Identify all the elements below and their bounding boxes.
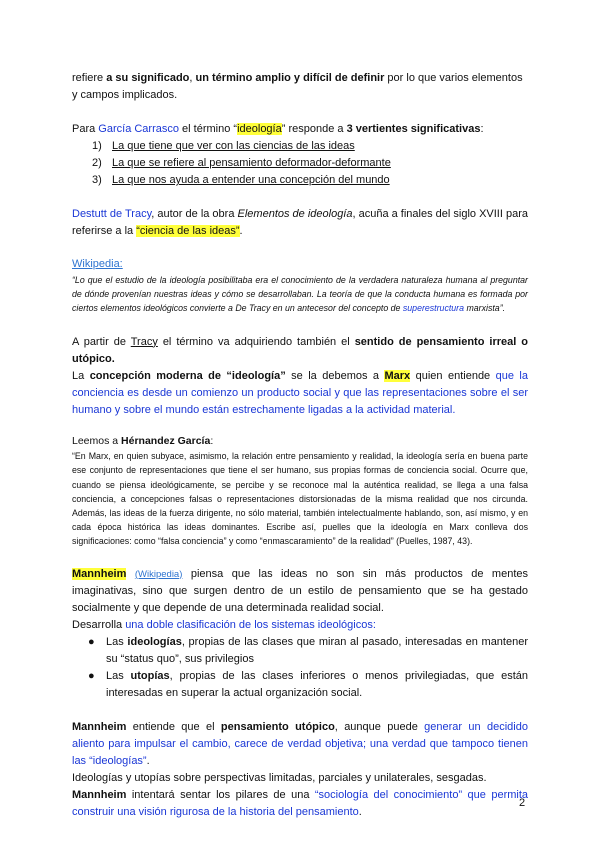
text: piensa que las ideas no son sin más productos de mentes imaginativas, sino que surgen dentro de un estilo de pensamiento que se ha gestado socialmente y que depende de una determinada realidad social. [72, 567, 529, 614]
list-item [88, 634, 528, 668]
text: Las [106, 669, 131, 682]
bullet-icon: ● [88, 669, 95, 682]
author-name: Destutt de Tracy [72, 208, 152, 220]
text: Ideologías y utopías sobre perspectivas limitadas, parciales y unilaterales, sesgadas. [72, 771, 487, 784]
blue-text: “sociología del conocimiento” que permita construir una visión rigurosa de la historia del pensamiento [72, 788, 529, 818]
paragraph-mannheim [72, 566, 528, 634]
text: . [239, 225, 243, 237]
text: , propias de las clases que miran al pasado, interesadas en mantener su “status quo”, sus privilegios [106, 635, 528, 665]
book-title: Elementos de ideología [237, 208, 353, 220]
list-item-text: La que nos ayuda a entender una concepción del mundo [112, 174, 390, 186]
text: , aunque puede [334, 720, 425, 733]
bold-text: Mannheim [72, 720, 127, 733]
quote-wikipedia [72, 273, 528, 316]
bold-text: a su significado [106, 72, 190, 84]
paragraph-intro [72, 70, 528, 104]
text: marxista”. [464, 303, 506, 314]
text: refiere [72, 72, 107, 84]
list-item-text: La que tiene que ver con las ciencias de las ideas [112, 140, 355, 152]
text: Las [106, 635, 128, 648]
blue-text: generar un decidido aliento para impulsar el cambio, carece de verdad objetiva; una verdad que tampoco tienen las “ideologías” [72, 720, 528, 767]
text: La [72, 369, 90, 382]
text: Tracy [130, 335, 158, 348]
paragraph-mannheim-utopia [72, 719, 528, 821]
list-item [92, 172, 528, 189]
wikipedia-link[interactable]: Wikipedia: [72, 258, 123, 270]
text: . [358, 805, 362, 818]
text: por lo que varios elementos y campos implicados. [72, 72, 523, 101]
wikipedia-link[interactable]: (Wikipedia) [134, 568, 183, 580]
bold-text: un término amplio y difícil de definir [195, 72, 385, 84]
list-number: 2) [92, 157, 102, 169]
text: , autor de la obra [151, 208, 238, 220]
list-number: 3) [92, 174, 102, 186]
text: intentará sentar los pilares de una [126, 788, 315, 801]
bold-text: Mannheim [72, 788, 127, 801]
paragraph-destutt [72, 206, 528, 240]
text: : [480, 123, 484, 135]
quote-hernandez: “En Marx, en quien subyace, asimismo, la relación entre pensamiento y realidad, la ideología sería en buena parte ese conjunto de representaciones que tiene el ser humano, sus propias formas de conciencia social. Ocurre que, cuando se piensa ideológicamente, se percibe y se reconoce mal la auténtica realidad, se llega a una falsa conciencia, a concepciones falsas o representaciones distorsionadas de la misma realidad que nos circunda. Además, las ideas de la fuerza dirigente, no sólo material, también intelectualmente hablando, son, así mismo, y en cada época histórica las ideas dominantes. Escribe así, puelles que la ideología en Marx conlleva dos significaciones: como “falsa conciencia” y como “enmascaramiento” de la realidad” (Puelles, 1987, 43). [72, 451, 528, 547]
text: quien entiende [410, 369, 496, 382]
bold-text: 3 vertientes significativas [346, 123, 481, 135]
list-item-text: La que se refiere al pensamiento deformador-deformante [112, 157, 391, 169]
text: el término va adquiriendo también el [157, 335, 355, 348]
bold-text: utopías [130, 669, 170, 682]
author-name: García Carrasco [98, 123, 179, 135]
text: Desarrolla [72, 618, 126, 631]
document-page [72, 70, 528, 821]
text: el término “ [179, 123, 238, 135]
blue-text: una doble clasificación de los sistemas ideológicos: [125, 618, 376, 631]
text: Para [72, 123, 99, 135]
bullet-icon: ● [88, 635, 95, 648]
text: se la debemos a [285, 369, 385, 382]
page-number: 2 [519, 797, 526, 809]
text: entiende que el [126, 720, 221, 733]
paragraph-garcia-carrasco [72, 121, 528, 138]
numbered-list [72, 138, 528, 189]
bold-text: ideologías [127, 635, 182, 648]
list-item [88, 668, 528, 702]
text: , acuña a finales del siglo XVIII para referirse a la [72, 208, 528, 237]
text: . [146, 754, 150, 767]
highlighted-name: Mannheim [72, 567, 127, 580]
bullet-list [72, 634, 528, 702]
text: “Lo que el estudio de la ideología posibilitaba era el conocimiento de la verdadera naturaleza humana al preguntar de dónde provenían nuestras ideas y cómo se desarrollaban. La teoría de que la conducta humana es formada por ciertos elementos ideológicos convierte a De Tracy en un antecesor del concepto de [72, 275, 528, 314]
text: , propias de las clases inferiores o menos privilegiadas, que están interesadas en superar la actual organización social. [106, 669, 528, 699]
list-item [92, 138, 528, 155]
bold-text: concepción moderna de “ideología” [89, 369, 286, 382]
highlighted-term: “ciencia de las ideas” [136, 225, 240, 237]
bold-text: pensamiento utópico [220, 720, 335, 733]
superestructura-link[interactable]: superestructura [402, 303, 465, 314]
text [126, 568, 134, 580]
paragraph-tracy-marx [72, 334, 528, 419]
text: A partir de [72, 335, 131, 348]
bold-text: sentido de pensamiento irreal o utópico. [72, 335, 528, 365]
list-number: 1) [92, 140, 102, 152]
text: ” responde a [281, 123, 347, 135]
blue-text: que la conciencia es desde un comienzo un producto social y que las representaciones sobre el ser humano y sobre el mundo están estrechamente ligadas a la actividad material. [72, 369, 528, 416]
wikipedia-link-line [72, 256, 528, 273]
list-item [92, 155, 528, 172]
text: , [189, 72, 196, 84]
text: Leemos a [72, 434, 122, 447]
highlighted-name: Marx [384, 369, 411, 382]
paragraph-leemos [72, 433, 528, 450]
text: : [210, 434, 214, 447]
highlighted-term: ideología [237, 123, 282, 135]
bold-text: Hérnandez García [121, 434, 211, 447]
